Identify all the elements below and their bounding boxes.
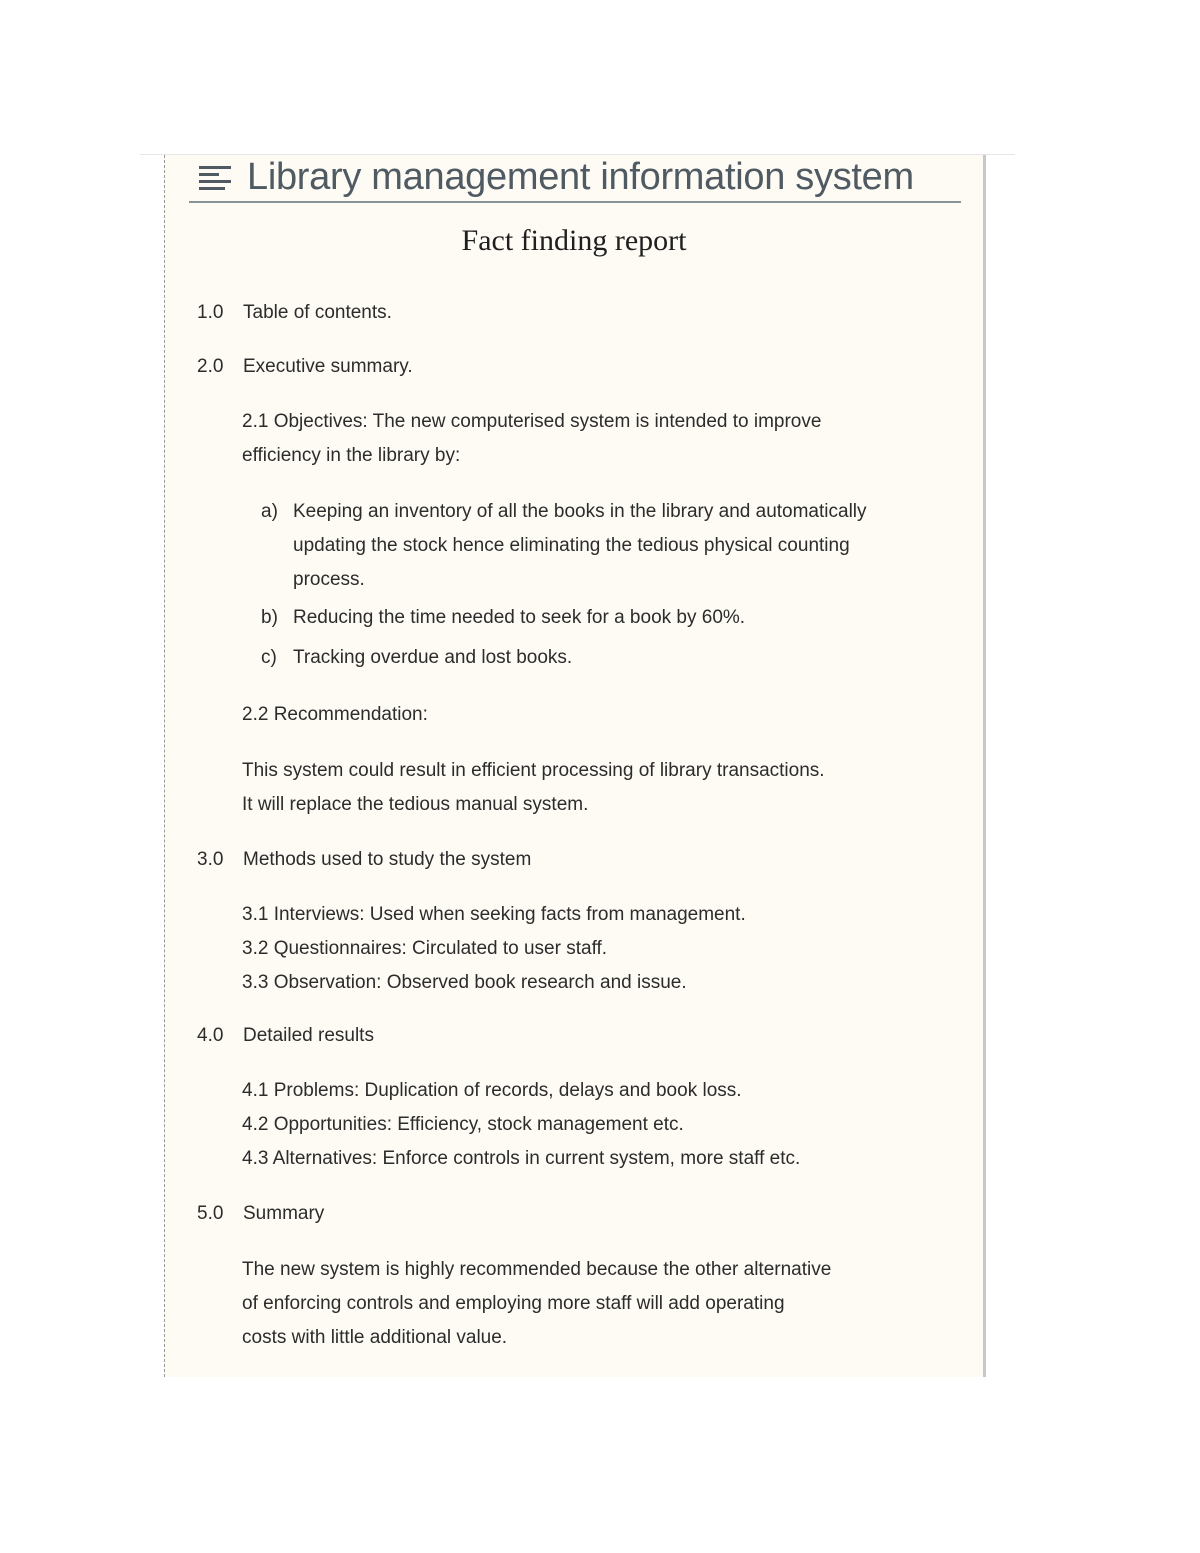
report-subtitle: Fact finding report <box>461 224 687 257</box>
section-number: 3.0 <box>197 849 224 870</box>
item-text: Keeping an inventory of all the books in the library and automatically updating the stock hence eliminating the tedious physical counting process. <box>293 501 867 590</box>
section-title: Methods used to study the system <box>243 849 532 870</box>
section-1-heading <box>197 302 392 324</box>
section-number: 1.0 <box>197 302 224 323</box>
hamburger-menu-icon[interactable] <box>197 163 233 193</box>
objective-item-a <box>261 495 921 597</box>
section-number: 5.0 <box>197 1203 224 1224</box>
section-title: Executive summary. <box>243 356 413 377</box>
item-text: Tracking overdue and lost books. <box>293 647 573 668</box>
summary-line: The new system is highly recommended because the other alternative <box>242 1259 832 1280</box>
document-title: Library management information system <box>247 156 914 198</box>
result-item: 4.1 Problems: Duplication of records, delays and book loss. <box>242 1080 742 1101</box>
summary-line: costs with little additional value. <box>242 1327 508 1348</box>
recommendation-line: This system could result in efficient processing of library transactions. <box>242 760 825 781</box>
section-4-heading <box>197 1025 374 1047</box>
recommendation-paragraph <box>242 754 952 822</box>
objectives-paragraph <box>242 405 952 473</box>
section-title: Detailed results <box>243 1025 374 1046</box>
item-letter: a) <box>261 501 278 522</box>
section-number: 2.0 <box>197 356 224 377</box>
item-text: Reducing the time needed to seek for a book by 60%. <box>293 607 746 628</box>
recommendation-line: It will replace the tedious manual system. <box>242 794 589 815</box>
objectives-line: efficiency in the library by: <box>242 445 461 466</box>
item-letter: b) <box>261 607 278 628</box>
document-header <box>189 155 961 203</box>
objectives-line: 2.1 Objectives: The new computerised system is intended to improve <box>242 411 822 432</box>
results-list <box>242 1074 952 1176</box>
recommendation-heading: 2.2 Recommendation: <box>242 704 428 725</box>
objective-item-b <box>261 601 921 635</box>
method-item: 3.3 Observation: Observed book research and issue. <box>242 972 687 993</box>
section-title: Summary <box>243 1203 325 1224</box>
summary-line: of enforcing controls and employing more staff will add operating <box>242 1293 785 1314</box>
result-item: 4.2 Opportunities: Efficiency, stock management etc. <box>242 1114 684 1135</box>
document-page <box>164 155 986 1377</box>
section-2-heading <box>197 356 413 378</box>
method-item: 3.1 Interviews: Used when seeking facts from management. <box>242 904 746 925</box>
method-item: 3.2 Questionnaires: Circulated to user staff. <box>242 938 608 959</box>
section-3-heading <box>197 849 531 871</box>
section-title: Table of contents. <box>243 302 392 323</box>
section-5-heading <box>197 1203 324 1225</box>
objective-item-c <box>261 641 921 675</box>
section-number: 4.0 <box>197 1025 224 1046</box>
item-letter: c) <box>261 647 277 668</box>
methods-list <box>242 898 952 1000</box>
result-item: 4.3 Alternatives: Enforce controls in current system, more staff etc. <box>242 1148 801 1169</box>
summary-paragraph <box>242 1253 952 1355</box>
